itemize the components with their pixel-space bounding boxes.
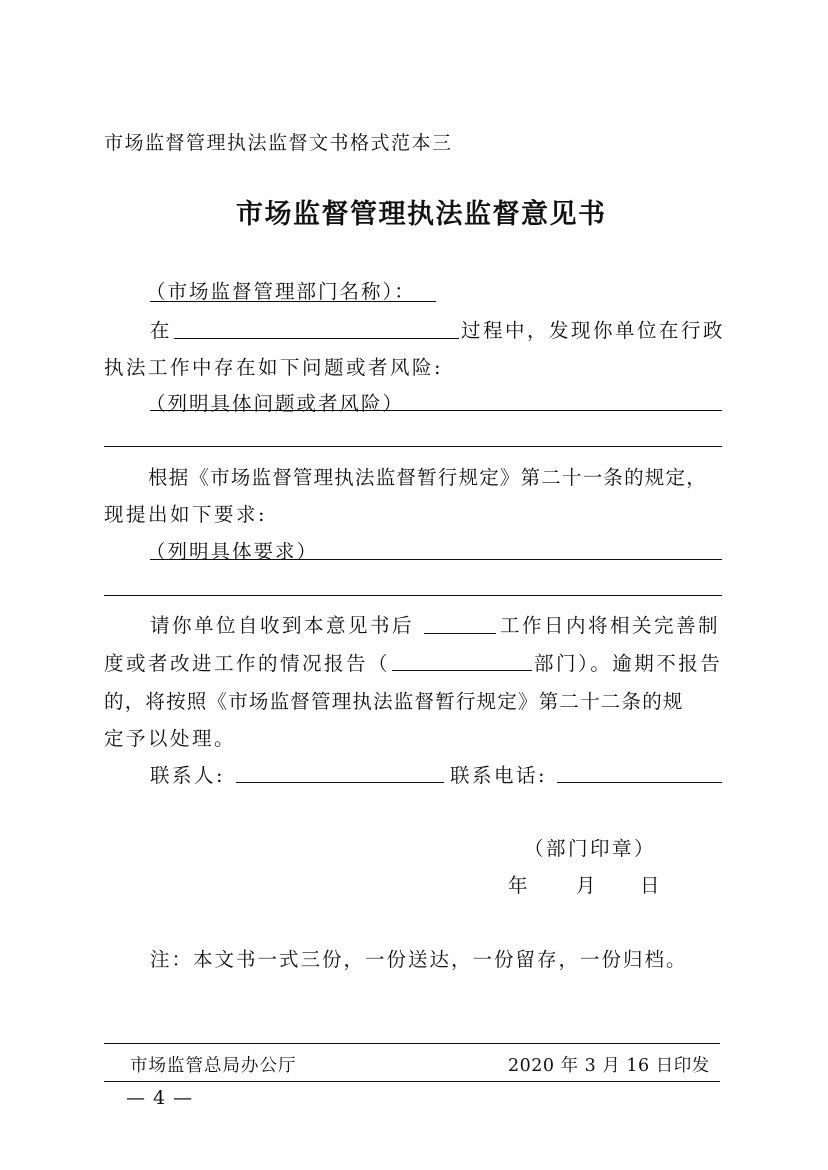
seal-label: （部门印章） xyxy=(524,837,657,860)
requirements-placeholder: （列明具体要求） xyxy=(146,540,319,563)
para1-line2: 执法工作中存在如下问题或者风险: xyxy=(104,356,444,379)
footer-bottom-rule xyxy=(104,1081,720,1082)
para3-line2-prefix: 度或者改进工作的情况报告（ xyxy=(104,652,391,675)
date-year: 年 xyxy=(508,874,531,897)
para3-line3: 的，将按照《市场监督管理执法监督暂行规定》第二十二条的规 xyxy=(104,690,684,713)
problems-line-2[interactable] xyxy=(104,446,722,447)
department-blank[interactable] xyxy=(392,670,532,671)
para2-line2: 现提出如下要求: xyxy=(104,503,268,526)
requirements-line-1[interactable] xyxy=(150,559,722,560)
document-title: 市场监督管理执法监督意见书 xyxy=(236,199,607,230)
contact-person-label: 联系人: xyxy=(150,764,226,787)
page-number: — 4 — xyxy=(126,1087,194,1109)
date-day: 日 xyxy=(640,874,663,897)
para3-line1-prefix: 请你单位自收到本意见书后 xyxy=(150,614,415,637)
requirements-line-2[interactable] xyxy=(104,595,722,596)
workdays-blank[interactable] xyxy=(424,633,496,634)
para3-line4: 定予以处理。 xyxy=(104,727,237,750)
problems-line-1[interactable] xyxy=(150,410,722,411)
para3-line2-suffix: 部门）。逾期不报告 xyxy=(534,652,723,675)
contact-person-blank[interactable] xyxy=(236,782,444,783)
issue-date: 2020 年 3 月 16 日印发 xyxy=(508,1056,710,1076)
issuer: 市场监管总局办公厅 xyxy=(130,1056,297,1076)
contact-phone-label: 联系电话: xyxy=(450,764,548,787)
series-label: 市场监督管理执法监督文书格式范本三 xyxy=(104,132,453,154)
addressee-underline xyxy=(150,301,436,302)
para3-line1-suffix: 工作日内将相关完善制 xyxy=(500,614,721,637)
addressee: （市场监督管理部门名称）： xyxy=(146,280,416,303)
date-month: 月 xyxy=(576,874,599,897)
contact-phone-blank[interactable] xyxy=(557,782,722,783)
para2-line1: 根据《市场监督管理执法监督暂行规定》第二十一条的规定， xyxy=(148,466,707,489)
para1-prefix: 在 xyxy=(150,319,173,342)
footer-top-rule xyxy=(104,1043,720,1044)
para1-suffix: 过程中，发现你单位在行政 xyxy=(461,319,726,342)
distribution-note: 注：本文书一式三份，一份送达，一份留存，一份归档。 xyxy=(150,948,688,971)
process-blank[interactable] xyxy=(174,338,459,339)
problems-placeholder: （列明具体问题或者风险） xyxy=(146,392,405,415)
